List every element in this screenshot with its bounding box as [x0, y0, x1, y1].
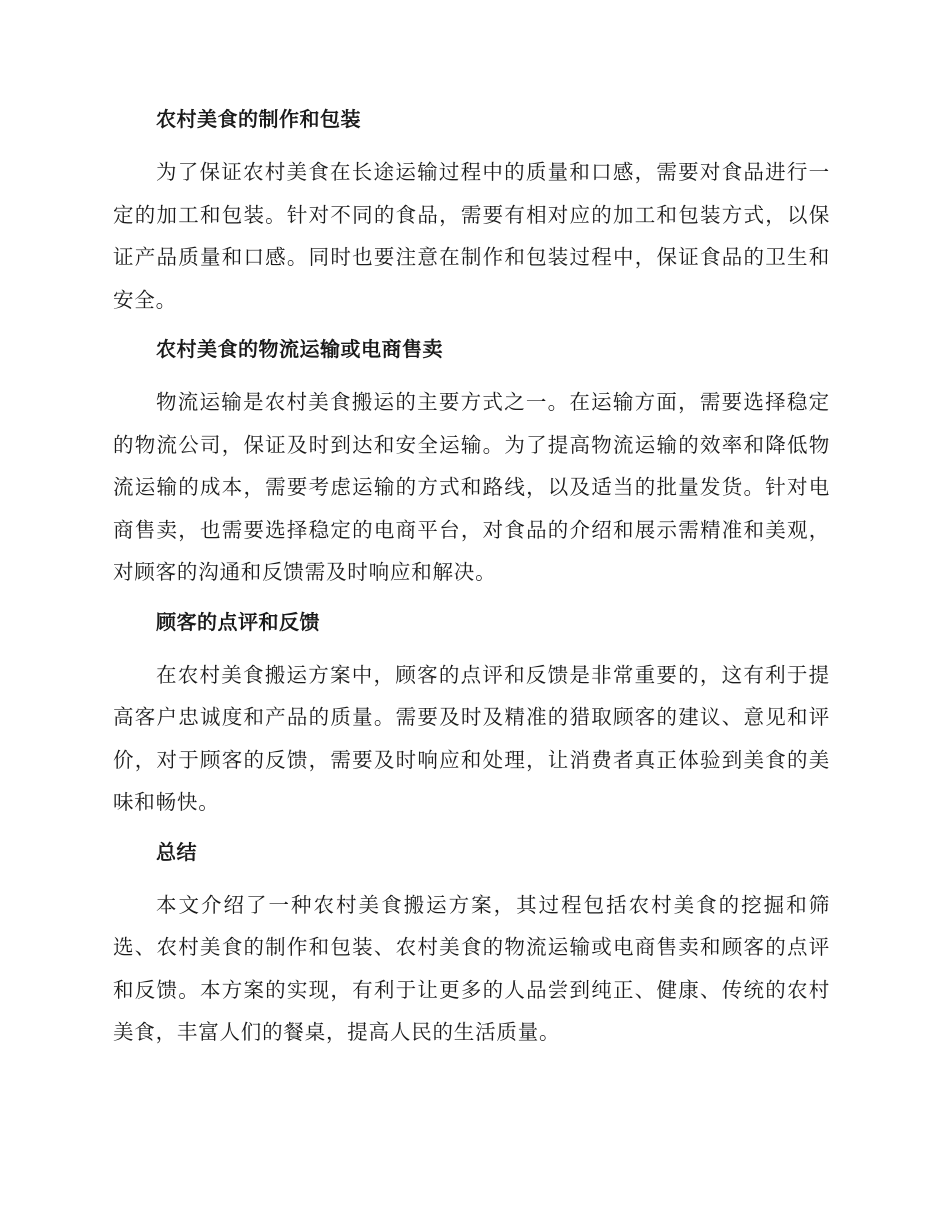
- section-heading: 农村美食的物流运输或电商售卖: [156, 337, 443, 361]
- section-summary: [113, 838, 830, 1054]
- section-heading: 农村美食的制作和包装: [156, 107, 361, 131]
- section-paragraph: 为了保证农村美食在长途运输过程中的质量和口感，需要对食品进行一定的加工和包装。针对不同的食品，需要有相对应的加工和包装方式，以保证产品质量和口感。同时也要注意在制作和包装过程中，保证食品的卫生和安全。: [113, 160, 830, 312]
- section-paragraph: 在农村美食搬运方案中，顾客的点评和反馈是非常重要的，这有利于提高客户忠诚度和产品的质量。需要及时及精准的猎取顾客的建议、意见和评价，对于顾客的反馈，需要及时响应和处理，让消费者真正体验到美食的美味和畅快。: [113, 662, 830, 814]
- section-logistics-ecommerce: [113, 335, 830, 594]
- section-production-packaging: [113, 105, 830, 321]
- document-body: [113, 105, 830, 1068]
- section-customer-feedback: [113, 608, 830, 824]
- section-paragraph: 物流运输是农村美食搬运的主要方式之一。在运输方面，需要选择稳定的物流公司，保证及时到达和安全运输。为了提高物流运输的效率和降低物流运输的成本，需要考虑运输的方式和路线，以及适当的批量发货。针对电商售卖，也需要选择稳定的电商平台，对食品的介绍和展示需精准和美观，对顾客的沟通和反馈需及时响应和解决。: [113, 390, 830, 584]
- section-paragraph: 本文介绍了一种农村美食搬运方案，其过程包括农村美食的挖掘和筛选、农村美食的制作和包装、农村美食的物流运输或电商售卖和顾客的点评和反馈。本方案的实现，有利于让更多的人品尝到纯正、健康、传统的农村美食，丰富人们的餐桌，提高人民的生活质量。: [113, 892, 830, 1044]
- section-heading: 顾客的点评和反馈: [156, 609, 320, 634]
- section-heading: 总结: [156, 839, 197, 864]
